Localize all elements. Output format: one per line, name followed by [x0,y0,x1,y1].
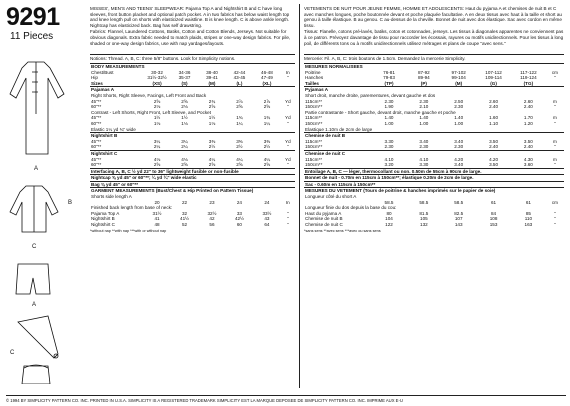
table-cell: 3.20 [384,162,394,168]
table-cell: 2⅝ [263,162,271,168]
table-cell: 1½ [208,115,216,121]
table-cell: 31½ [152,210,162,216]
table-cell: 3.40 [419,138,429,144]
table-cell: 22 [181,199,188,205]
table-cell: 150cm** [305,162,323,168]
table-cell: 1½ [181,115,188,121]
table-cell: 23 [209,199,215,205]
table-cell: Interfacing A, B, C ½ yd 22" to 36" lightweight fusible or non-fusible [90,168,295,175]
table-cell: 2.40 [489,144,499,150]
table-cell: 85 [525,210,531,216]
english-column [90,6,295,234]
label-a-top: C [32,244,37,250]
table-cell: (L) [226,81,253,87]
table-cell: 43 [264,216,270,222]
table-cell: m [552,156,557,162]
table-cell: Right Shorts, Right Sleeve, Facings, Left Front and Back [91,92,207,98]
table-cell: Longueur côté du short A [305,194,357,200]
table-cell: Pajamas A [91,87,115,93]
table-cell: 2⅝ [153,98,161,104]
table-cell: 2⅛ [181,104,188,110]
table-cell: 143 [454,222,463,228]
table-cell: 41½ [180,216,189,222]
table-cell: 45"** [91,138,102,144]
table-cell: 104 [385,216,393,222]
table-cell: 2⅞ [236,98,243,104]
table-cell: 33½ [262,210,272,216]
table-cell: 1¾ [263,115,271,121]
french-notions: Mercerie: Fil. A, B, C: trois boutons de 1.5cm. Demandez la mercerie Simplicity. [304,54,564,63]
table-cell: 3.30 [384,138,394,144]
table-cell: 1¾ [236,115,243,121]
table-cell: Nightshirt C [90,150,295,156]
table-cell: 2⅞ [263,98,271,104]
french-fabrics: Tissus: Flanelle, cotons pré-lavés, batiks, coton et cotonnades, jerseys. Les tissus à diagonales apparentes ne conviennent pas à ce patron. Prévoyez davantage de tissu pour raccorder les écossais, rayures ou motifs unidirectionnels. Pour les tissus à long poil, de différents tons ou à motifs unidirectionnels utilisez métrages et plans de coupe "avec sens." [304,29,564,46]
table-row [304,168,564,175]
table-cell: 81.5 [419,210,429,216]
table-cell: (M) [198,81,225,87]
table-cell: In [285,199,290,205]
table-cell: Nightshirt B [90,133,295,139]
table-cell: 1⅛ [153,120,161,126]
table-cell: 163 [524,222,533,228]
table-cell: m [552,115,557,121]
table-cell: 2¼ [181,144,188,150]
table-cell: 30-32 [151,69,163,75]
table-cell: 4.10 [419,156,429,162]
table-cell: 33 [236,210,242,216]
table-cell: 1.10 [489,120,499,126]
french-intro: VETEMENTS DE NUIT POUR JEUNE FEMME, HOMME ET ADOLESCENTS: Haut du pyjama A et chemises de nuit B et C avec manches longues, poche boutonnée devant et poche plaquée facultative. A en deux tissus avec haut à la taille et short au genou à taille élastique. B au genou. C au-dessus de la cheville. Bonnet de nuit avec dos élastique. Sac avec cordon en même tissu. [304,6,562,28]
table-cell: Bag ⅜ yd 45" or 60"** [90,181,295,188]
table-cell: 1.00 [419,120,429,126]
table-cell: 89-94 [417,75,430,81]
table-cell: 45"** [91,98,102,104]
table-cell: Yd [285,156,291,162]
table-cell: (S) [171,81,198,87]
table-row [90,175,295,182]
table-cell: " [554,162,556,168]
table-cell: 1.40 [454,115,464,121]
table-cell: 115cm** [305,138,323,144]
table-cell: 1.60 [489,115,499,121]
table-cell: 2⅝ [236,104,243,110]
table-cell: 109-114 [485,75,502,81]
table-cell: 1½ [153,115,161,121]
table-cell: 4⅛ [181,156,188,162]
table-cell: 58.5 [384,199,394,205]
table-cell: 32½ [207,210,217,216]
table-cell: Shorts side length A [91,194,132,200]
table-cell: Contrast - Left Shorts, Right Front, Left Sleeve, and Pocket [91,109,212,115]
table-cell: 1⅛ [208,120,216,126]
table-cell: 3¼ [181,138,188,144]
table-cell: 2½ [263,144,271,150]
table-cell: 2⅝ [208,162,216,168]
table-row [90,181,295,188]
english-notions: Notions: Thread. A, B, C: three 5/8" buttons. Look for Simplicity notions. [90,54,295,63]
table-cell: 4.30 [523,156,533,162]
table-cell: 4⅛ [153,156,161,162]
table-cell: 38-40 [206,69,218,75]
table-cell: 2⅝ [208,104,216,110]
table-cell: Nightshirt B [91,216,115,222]
table-cell: 3⅜ [208,138,216,144]
table-cell: 107 [454,216,463,222]
table-cell: 48 [154,222,160,228]
french-yardage-table [304,63,564,228]
table-cell: 2.40 [523,104,533,110]
table-cell: 61 [525,199,531,205]
table-cell: 119-124 [520,75,537,81]
table-cell: 132 [420,222,428,228]
table-cell: 46-48 [261,69,273,75]
table-cell: m [552,138,557,144]
table-cell: 2.30 [384,98,394,104]
table-cell: 2.40 [523,144,533,150]
table-cell: 4¼ [263,156,271,162]
label-a-shorts: A [32,302,37,308]
table-cell: " [287,216,289,222]
table-cell: Partie contrastante - Short gauche, devant droit, manche gauche et poche [305,109,456,115]
table-cell: 60 [236,222,242,228]
table-cell: (XS) [143,81,170,87]
table-cell: Elastic 1¼ yd ¾" wide [91,126,136,132]
table-cell: " [287,222,289,228]
table-cell: 2¾ [208,98,216,104]
table-cell: 150cm** [305,120,323,126]
table-cell: " [287,75,289,81]
table-row [90,168,295,175]
table-cell: 2.50 [454,98,464,104]
french-description [304,6,564,53]
table-cell: Nightshirt C [91,222,115,228]
table-cell: In [285,69,290,75]
table-cell: " [287,210,289,216]
table-cell: 2.60 [489,98,499,104]
label-c-lower: C [10,350,15,356]
table-cell: 97-102 [451,69,466,75]
english-footnote: *without nap **with nap ***with or without nap [90,228,167,233]
table-cell: Sac - 0.60m en 115cm à 150cm** [304,181,564,188]
table-cell: 3.50 [489,162,499,168]
bag-drawing [22,365,50,384]
table-cell: Pajama Top A [91,210,120,216]
table-cell: 2.30 [384,144,394,150]
table-cell: 24 [236,199,242,205]
table-cell: 115cm** [305,156,323,162]
table-cell: 1.20 [523,120,533,126]
table-cell: 110 [524,216,533,222]
english-fabrics: Fabrics: Flannel, Laundered Cottons, Batiks, Cotton and Cotton Blends, Jerseys. Not suitable for obvious diagonals. Extra fabric needed to match plaids, stripes or one-way design fabrics. For pile, shaded or one-way design fabrics, use with nap yardages/layouts. [90,29,291,46]
table-cell: Yd [285,138,291,144]
table-cell: Sizes [90,81,143,87]
table-cell: 60"** [91,144,102,150]
table-cell: 60"** [91,162,102,168]
table-cell: 39-41 [206,75,218,81]
table-cell: GARMENT MEASUREMENTS (Bust/Chest & Hip Printed on Pattern Tissue) [90,188,295,194]
table-cell: Chemise de nuit C [304,150,564,156]
table-cell: 1.00 [454,120,464,126]
french-column [304,6,564,234]
table-cell: 3.40 [454,162,464,168]
table-cell: 2⅛ [153,104,161,110]
table-cell: Poitrine [305,69,321,75]
table-cell: Longueur finie du dos depuis la base du cou: [305,205,397,211]
table-cell: 64 [264,222,270,228]
table-cell: 4¼ [236,156,243,162]
table-cell: (G) [476,81,511,87]
table-cell: " [554,120,556,126]
table-cell: 42 [209,216,215,222]
table-cell: " [287,144,289,150]
table-cell: cm [551,69,558,75]
table-cell: 2⅝ [236,162,243,168]
table-cell: 80 [386,210,392,216]
table-cell: 99-104 [451,75,466,81]
nightcap-drawing [18,316,58,358]
table-cell: " [287,162,289,168]
table-cell: 58.5 [454,199,464,205]
table-cell: Chemise de nuit B [305,216,343,222]
piece-count: 11 Pieces [10,31,54,42]
english-intro: MISSES', MEN'S AND TEENS' SLEEPWEAR: Pajama Top A and Nightshirt B and C have long sleeves, front button placket and optional patch pocket. A in two fabrics has below waist length top and knee length pull on shorts with elasticized waistline. B is knee length. C is above ankle length. Nightcap has elasticized back. Bag has self drawstring. [90,6,290,28]
table-cell: 52 [181,222,188,228]
table-cell: 117-122 [520,69,537,75]
copyright-footer: © 1994 BY SIMPLICITY PATTERN CO. INC. PRINTED IN U.S.A. SIMPLICITY IS A REGISTERED TRADEMARK SIMPLICITY EST LA MARQUE DEPOSEE DE SIMPLICITY PATTERN CO. INC. IMPRIME AUX E-U [6,395,566,403]
table-cell: 34-36 [178,69,191,75]
label-c-upper: A [34,166,39,172]
table-cell: 1⅛ [181,120,188,126]
table-cell: 31½-32½ [147,75,167,81]
table-row [304,181,564,188]
table-cell: Elastique 1.10m de 2cm de large [305,126,373,132]
table-cell: 43-45 [233,75,246,81]
table-cell: 87-92 [417,69,430,75]
table-cell: 79-83 [383,75,395,81]
table-cell: 2⅝ [181,162,188,168]
table-cell: Yd [285,115,291,121]
table-cell: 2.30 [419,144,429,150]
table-cell: Pyjamas A [305,87,329,93]
table-cell: 105 [420,216,428,222]
table-cell: Chemise de nuit C [305,222,343,228]
table-cell: Short droit, manche droite, parementures, devant gauche et dos [305,92,436,98]
table-cell: " [554,222,556,228]
table-cell: 1¼ [236,120,243,126]
shorts-drawing [16,264,50,294]
table-cell: 3.30 [419,162,429,168]
table-cell: 41 [154,216,160,222]
table-cell: 2.40 [489,104,499,110]
table-cell: Haut du pyjama A [305,210,342,216]
table-cell: 1¼ [263,120,271,126]
table-cell: 107-112 [485,69,502,75]
table-cell: (P) [406,81,441,87]
table-cell: Entoilage A, B, C — léger, thermocollant ou non. 0.50m de 55cm à 90cm de large. [304,168,564,175]
table-cell: 108 [489,216,498,222]
table-cell: cm [551,199,558,205]
table-cell: Chemise de nuit B [304,133,564,139]
nightshirt-c-drawing [10,62,64,154]
table-cell: 2.30 [454,144,464,150]
table-cell: 3.50 [523,138,533,144]
table-cell: 2⅝ [263,104,271,110]
table-cell: Yd [285,98,291,104]
table-cell: 42½ [234,216,244,222]
table-cell: 115cm** [305,98,323,104]
table-cell: BODY MEASUREMENTS [90,64,295,70]
table-cell: m [552,98,557,104]
table-cell: 58.5 [419,199,429,205]
table-cell: 2¼ [153,144,161,150]
table-cell: 2⅝ [181,98,188,104]
table-cell: (M) [441,81,476,87]
table-cell: Bonnet de nuit - 0.70m en 115cm à 150cm**; élastique 0.20m de 2cm de large. [304,175,564,182]
table-cell: 20 [154,199,160,205]
label-b: B [68,200,73,206]
table-cell: 4¼ [208,156,216,162]
table-cell: 3⅜ [236,138,243,144]
table-cell: 45"** [91,115,102,121]
garment-illustrations [4,54,84,384]
french-footnote: *sans sens **avec sens ***avec ou sans sens [304,228,381,233]
table-cell: 2.10 [419,104,429,110]
table-cell: " [287,104,289,110]
table-cell: 47-49 [261,75,273,81]
table-cell: 115cm** [305,115,323,121]
table-cell: 122 [385,222,393,228]
table-cell: 1.40 [419,115,429,121]
table-cell: 84 [490,210,497,216]
english-description [90,6,295,53]
table-cell: 2.60 [523,98,533,104]
table-cell: 1.00 [384,120,394,126]
table-cell: " [554,75,556,81]
table-cell: 3.60 [523,162,533,168]
table-cell: 2½ [236,144,243,150]
column-divider [299,4,300,388]
table-cell: 1.90 [384,104,394,110]
table-cell: Chest/Bust [91,69,114,75]
table-cell: MESURES DU VETEMENT (Tours de poitrine & hanches imprimés sur le papier de soie) [304,188,564,194]
table-cell: 153 [489,222,498,228]
table-cell: 150cm** [305,104,323,110]
table-cell: " [554,210,556,216]
table-cell: 56 [209,222,215,228]
table-cell: 2⅝ [153,162,161,168]
table-cell: 3¼ [153,138,161,144]
table-cell: 60"** [91,120,102,126]
table-cell: 45"** [91,156,102,162]
table-cell: Tailles [304,81,372,87]
table-cell: 76-81 [383,69,395,75]
pattern-number: 9291 [6,3,60,31]
table-cell: 3.50 [489,138,499,144]
table-cell: 61 [490,199,497,205]
table-cell: 1.70 [523,115,533,121]
table-cell: 24 [264,199,270,205]
table-cell: 150cm** [305,144,323,150]
table-cell: Nightcap ⅝ yd 45" or 60"**; ¼ yd ¾" wide elastic [90,175,295,182]
table-cell: 35-37 [178,75,191,81]
table-cell: 1.40 [384,115,394,121]
table-cell: 32 [181,210,188,216]
table-cell: 3⅜ [263,138,271,144]
table-cell: (TG) [511,81,546,87]
table-cell: 4.20 [489,156,499,162]
table-cell: " [554,216,556,222]
table-cell: (XL) [253,81,280,87]
table-cell: " [554,104,556,110]
table-cell: (TP) [372,81,407,87]
table-cell: 3.40 [454,138,464,144]
table-cell: " [287,120,289,126]
table-cell: 2.30 [419,98,429,104]
table-cell: Hanches [305,75,324,81]
table-cell: 2½ [208,144,216,150]
table-cell: MESURES NORMALISEES [304,64,564,70]
table-cell: 42-44 [233,69,246,75]
table-cell: 60"** [91,104,102,110]
english-yardage-table [90,63,295,228]
table-cell: Hip [91,75,98,81]
table-cell: " [554,144,556,150]
table-cell: 2.30 [454,104,464,110]
table-cell: 4.20 [454,156,464,162]
table-cell: 82.5 [454,210,464,216]
table-cell: Finished back length from base of neck: [91,205,173,211]
table-cell: 4.10 [384,156,394,162]
table-row [304,175,564,182]
